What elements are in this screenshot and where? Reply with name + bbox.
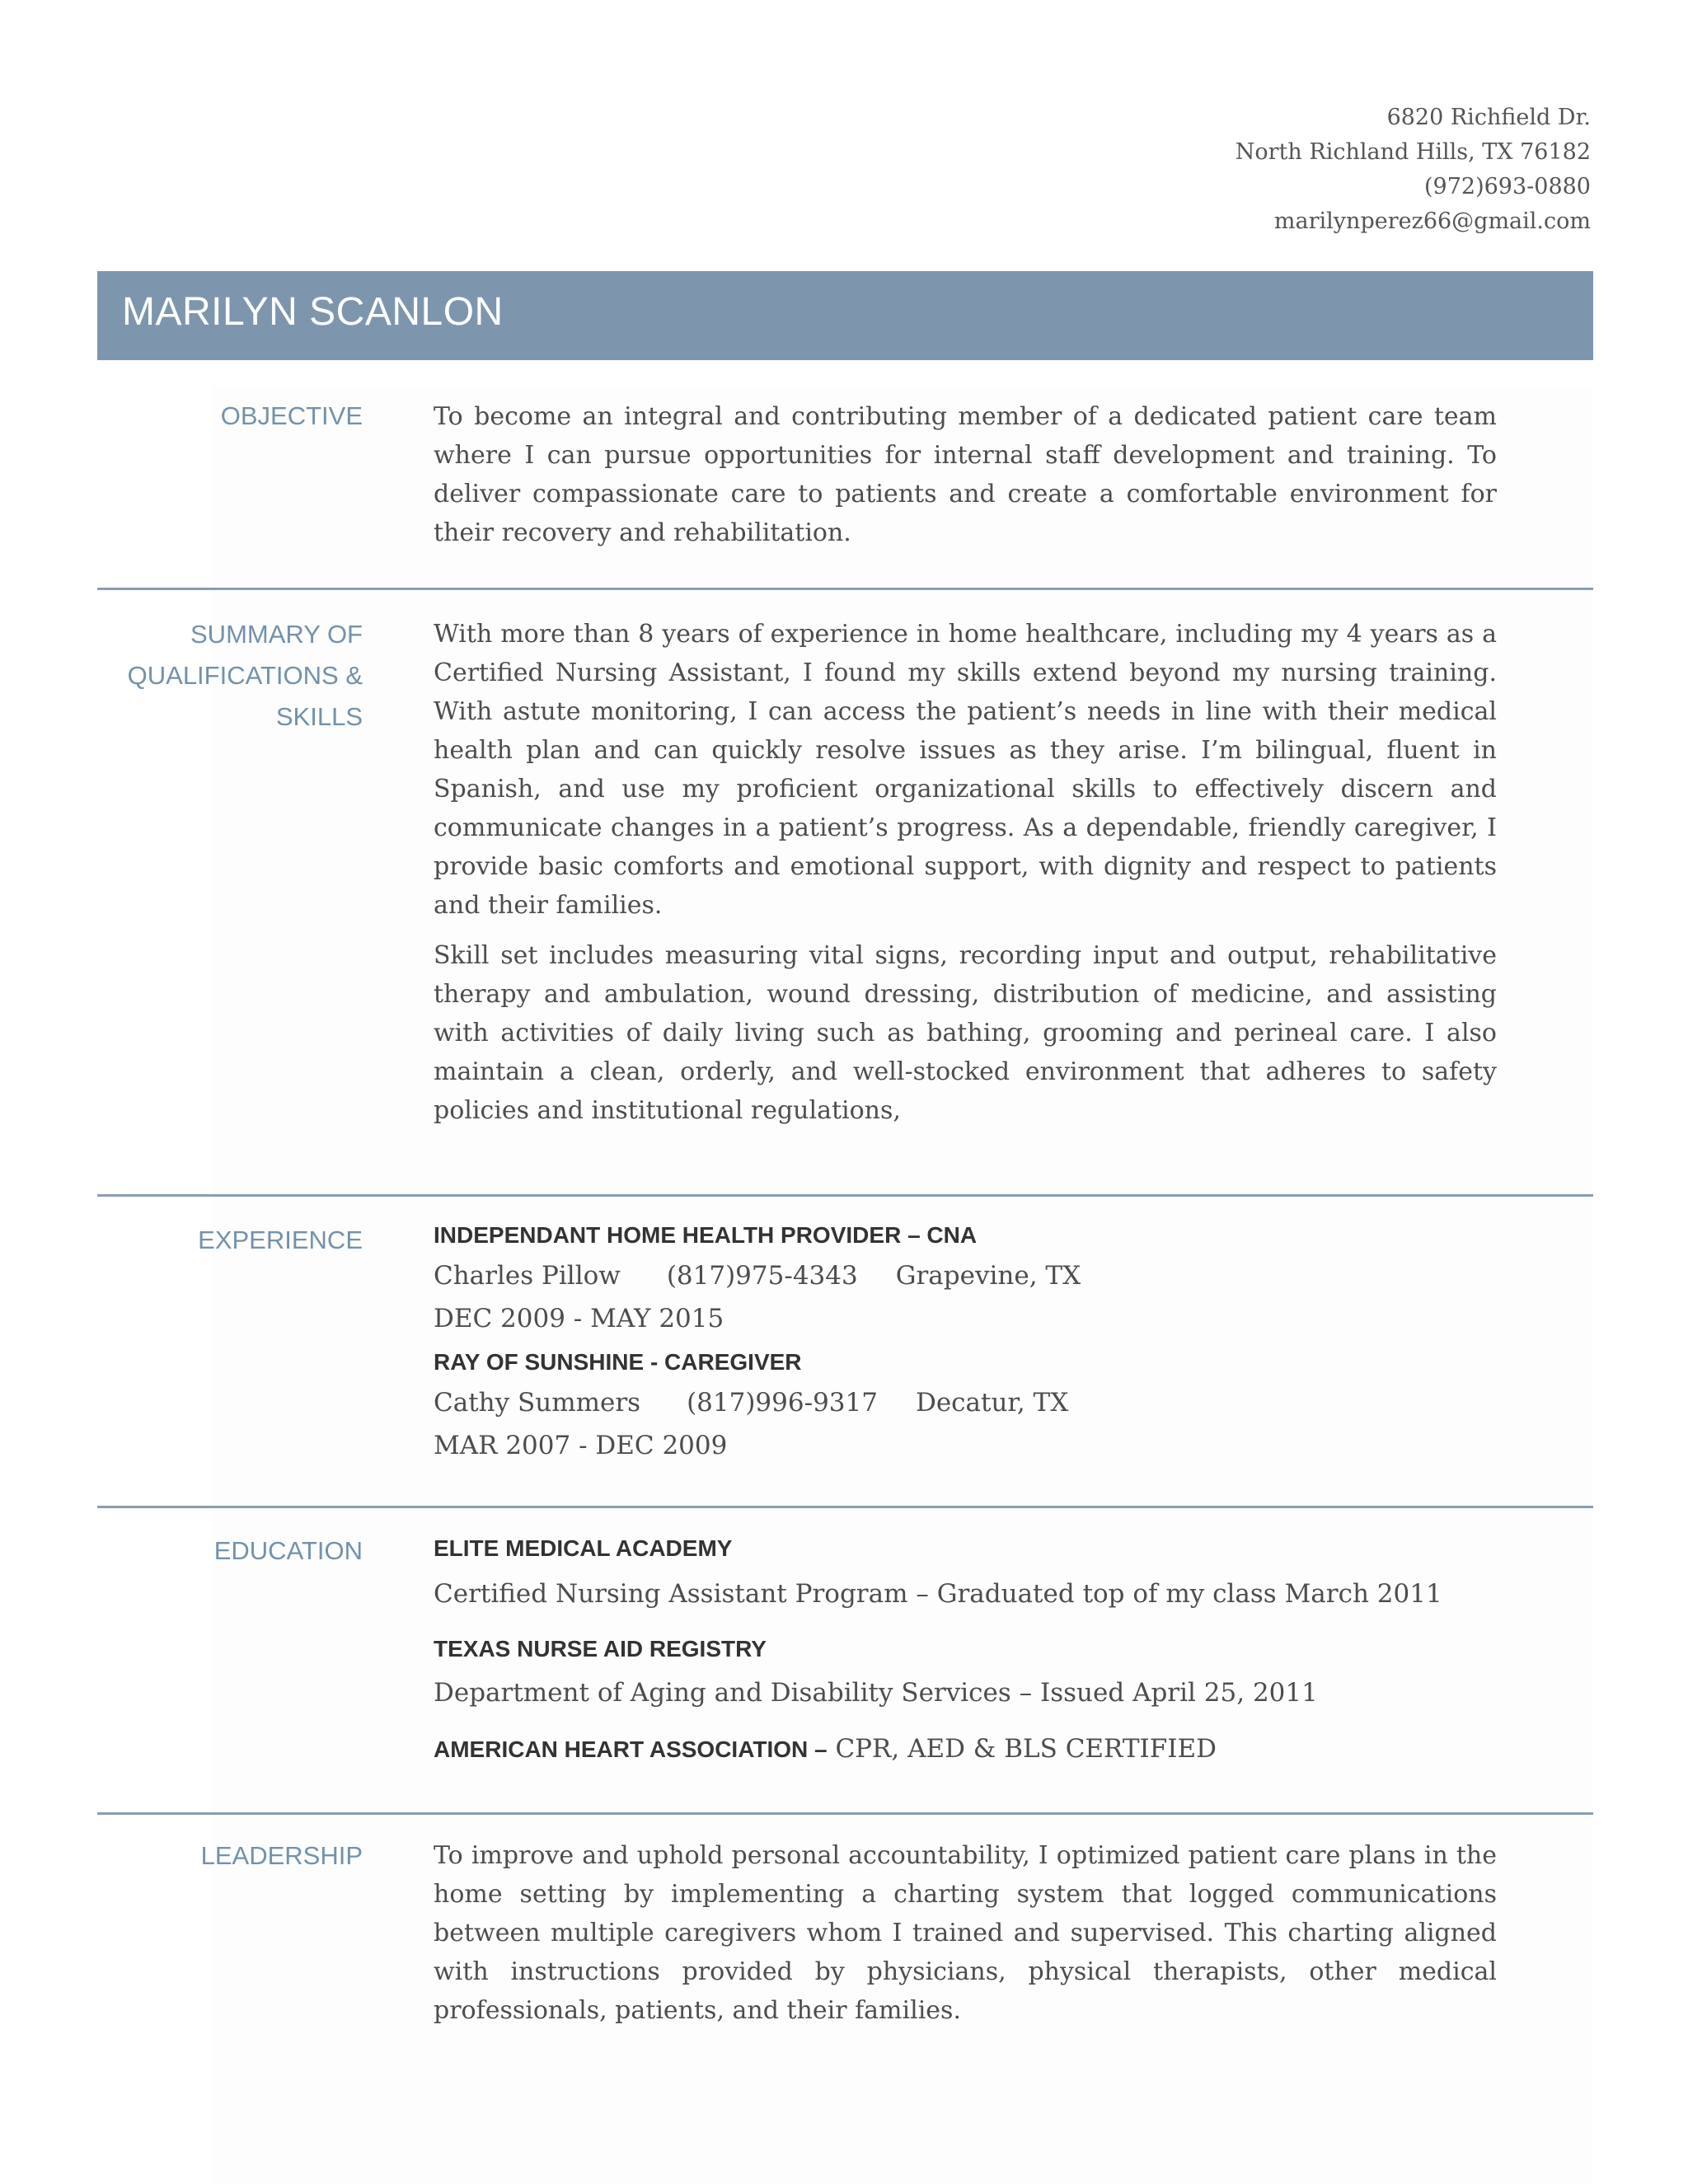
skills-paragraph: Skill set includes measuring vital signs, recording input and output, rehabilitative therapy and ambulation, wound dressing, distribution of medicine, and assisting with activities of daily living such as bathing, grooming and perineal care. I also maintain a clean, orderly, and well-stocked environment that adheres to safety policies and institutional regulations, xyxy=(434,941,1497,1125)
leadership-section xyxy=(97,1815,1593,2184)
reference-phone: (817)996-9317 xyxy=(687,1388,878,1418)
applicant-name: MARILYN SCANLON xyxy=(122,290,504,334)
reference-name: Cathy Summers xyxy=(434,1388,641,1418)
address-line-2: North Richland Hills, TX 76182 xyxy=(1235,139,1591,165)
job-dates: DEC 2009 - MAY 2015 xyxy=(434,1304,724,1333)
job-dates: MAR 2007 - DEC 2009 xyxy=(434,1431,728,1460)
summary-label-line-1: SUMMARY OF xyxy=(190,620,363,649)
job-title: RAY OF SUNSHINE - CAREGIVER xyxy=(434,1349,802,1375)
leadership-text: To improve and uphold personal accountability, I optimized patient care plans in the home setting by implementing a charting system that logged communications between multiple caregivers whom I trained and supervised. This charting aligned with instructions provided by physicians, physical therapists, other medical professionals, patients, and their families. xyxy=(434,1841,1497,2025)
job-location: Decatur, TX xyxy=(915,1388,1069,1418)
contact-block xyxy=(1014,101,1591,239)
summary-label xyxy=(97,614,363,738)
experience-section xyxy=(97,1197,1593,1507)
school-name: ELITE MEDICAL ACADEMY xyxy=(434,1535,733,1561)
experience-label: EXPERIENCE xyxy=(198,1226,363,1254)
registry-name: TEXAS NURSE AID REGISTRY xyxy=(434,1636,767,1661)
reference-name: Charles Pillow xyxy=(434,1261,621,1291)
experience-body xyxy=(434,1216,1497,1467)
address-line-1: 6820 Richfield Dr. xyxy=(1386,105,1591,130)
education-section xyxy=(97,1508,1593,1814)
leadership-label: LEADERSHIP xyxy=(200,1841,363,1870)
job-entry xyxy=(434,1216,1497,1340)
job-entry xyxy=(434,1343,1497,1467)
education-body xyxy=(434,1530,1497,1770)
certification-title: AMERICAN HEART ASSOCIATION – xyxy=(434,1736,828,1762)
certification-line xyxy=(434,1727,1497,1770)
job-reference-line xyxy=(434,1254,1497,1297)
job-reference-line xyxy=(434,1381,1497,1424)
reference-phone: (817)975-4343 xyxy=(666,1261,858,1291)
objective-text: To become an integral and contributing member of a dedicated patient care team where I can pursue opportunities for internal staff development and training. To deliver compassionate care to patients and create a comfortable environment for their recovery and rehabilitation. xyxy=(434,402,1497,547)
summary-label-line-3: SKILLS xyxy=(275,702,363,731)
summary-paragraph: With more than 8 years of experience in home healthcare, including my 4 years as a Certified Nursing Assistant, I found my skills extend beyond my nursing training. With astute monitoring, I can access the patient’s needs in line with their medical health plan and can quickly resolve issues as they arise. I’m bilingual, fluent in Spanish, and use my proficient organizational skills to effectively discern and communicate changes in a patient’s progress. As a dependable, friendly caregiver, I provide basic comforts and emotional support, with dignity and respect to patients and their families. xyxy=(434,620,1497,920)
email-address: marilynperez66@gmail.com xyxy=(1273,209,1591,234)
summary-body xyxy=(434,615,1497,1130)
summary-section xyxy=(97,590,1593,1195)
objective-label: OBJECTIVE xyxy=(220,401,363,430)
objective-section xyxy=(97,387,1593,588)
name-banner xyxy=(97,271,1593,360)
education-detail: Certified Nursing Assistant Program – Graduated top of my class March 2011 xyxy=(434,1579,1442,1609)
job-title: INDEPENDANT HOME HEALTH PROVIDER – CNA xyxy=(434,1222,978,1248)
summary-label-line-2: QUALIFICATIONS & xyxy=(127,661,363,690)
certification-detail: CPR, AED & BLS CERTIFIED xyxy=(835,1734,1217,1764)
job-location: Grapevine, TX xyxy=(895,1261,1081,1291)
phone-number: (972)693-0880 xyxy=(1424,174,1591,199)
registry-detail: Department of Aging and Disability Services – Issued April 25, 2011 xyxy=(434,1678,1318,1708)
education-label: EDUCATION xyxy=(213,1536,363,1565)
